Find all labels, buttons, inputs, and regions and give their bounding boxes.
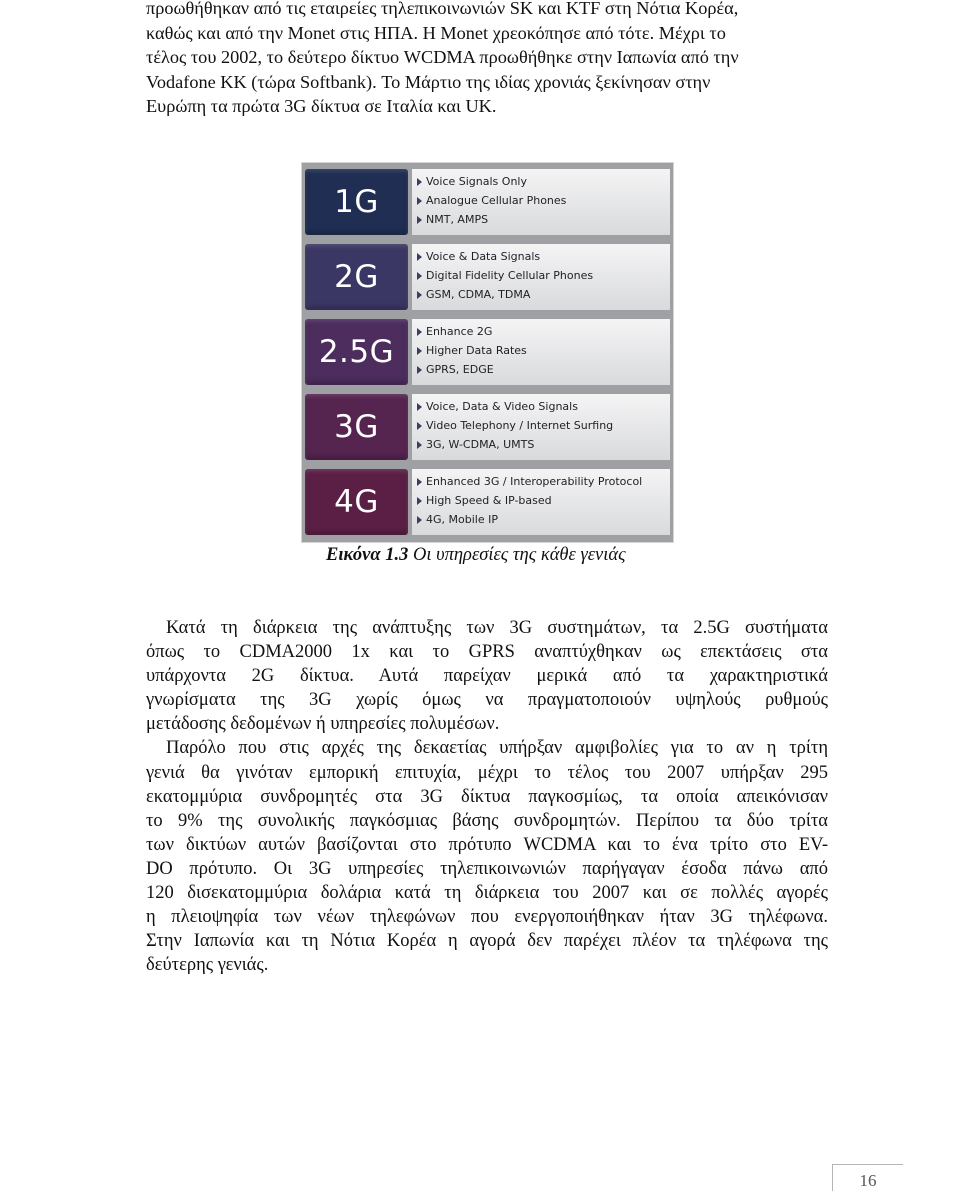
generation-features <box>412 244 670 310</box>
text-line: των δικτύων αυτών βασίζονται στο πρότυπο WCDMA και το ένα τρίτο στο EV- <box>146 834 828 855</box>
text-line: καθώς και από την Monet στις ΗΠΑ. Η Monet χρεοκόπησε από τότε. Μέχρι το <box>146 22 726 43</box>
caption-text: Οι υπηρεσίες της κάθε γενιάς <box>408 545 626 565</box>
text-line: τέλος του 2002, το δεύτερο δίκτυο WCDMA προωθήθηκε στην Ιαπωνία από την <box>146 47 739 67</box>
feature-item <box>412 267 670 284</box>
text-line: μετάδοσης δεδομένων ή υπηρεσίες πολυμέσων. <box>146 714 500 735</box>
paragraph <box>146 616 828 736</box>
generations-figure <box>302 163 673 542</box>
generation-badge: 1G <box>305 169 408 235</box>
feature-item <box>412 361 670 378</box>
feature-text: Enhanced 3G / Interoperability Protocol <box>426 475 643 488</box>
feature-item <box>412 398 670 415</box>
arrow-bullet-icon <box>417 178 422 186</box>
generation-row-2g <box>302 238 673 311</box>
feature-text: Voice, Data & Video Signals <box>426 400 578 413</box>
arrow-bullet-icon <box>417 478 422 486</box>
feature-text: Digital Fidelity Cellular Phones <box>426 269 594 282</box>
feature-item <box>412 436 670 453</box>
arrow-bullet-icon <box>417 366 422 374</box>
generation-features <box>412 469 670 535</box>
arrow-bullet-icon <box>417 216 422 224</box>
feature-item <box>412 511 670 528</box>
feature-item <box>412 286 670 303</box>
body-text <box>146 616 828 977</box>
generation-features <box>412 319 670 385</box>
text-line: Ευρώπη τα πρώτα 3G δίκτυα σε Ιταλία και UK. <box>146 96 497 116</box>
arrow-bullet-icon <box>417 272 422 280</box>
feature-item <box>412 492 670 509</box>
text-line: 120 δισεκατομμύρια δολάρια κατά τη διάρκεια του 2007 και σε πολλές αγορές <box>146 883 828 904</box>
generation-features <box>412 169 670 235</box>
text-line: Κατά τη διάρκεια της ανάπτυξης των 3G συστημάτων, τα 2.5G συστήματα <box>166 618 828 638</box>
feature-item <box>412 417 670 434</box>
figure-caption <box>326 545 626 566</box>
feature-text: Analogue Cellular Phones <box>426 194 567 207</box>
feature-text: Higher Data Rates <box>426 344 527 357</box>
intro-paragraph <box>146 0 836 119</box>
text-line: Vodafone KK (τώρα Softbank). Το Μάρτιο της ιδίας χρονιάς ξεκίνησαν στην <box>146 71 711 92</box>
generation-row-1g <box>302 163 673 236</box>
feature-text: High Speed & IP-based <box>426 494 552 507</box>
generation-row-2-5g <box>302 313 673 386</box>
feature-text: 3G, W-CDMA, UMTS <box>426 438 535 451</box>
text-line: δεύτερης γενιάς. <box>146 955 269 976</box>
feature-text: 4G, Mobile IP <box>426 513 498 526</box>
feature-item <box>412 192 670 209</box>
arrow-bullet-icon <box>417 422 422 430</box>
text-line: προωθήθηκαν από τις εταιρείες τηλεπικοινωνιών SK και KTF στη Νότια Κορέα, <box>146 0 739 18</box>
feature-text: GPRS, EDGE <box>426 363 494 376</box>
text-line: υπάρχοντα 2G δίκτυα. Αυτά παρείχαν μερικά από τα χαρακτηριστικά <box>146 666 828 687</box>
arrow-bullet-icon <box>417 497 422 505</box>
generation-features <box>412 394 670 460</box>
text-line: Στην Ιαπωνία και τη Νότια Κορέα η αγορά δεν παρέχει πλέον τα τηλέφωνα της <box>146 931 828 952</box>
arrow-bullet-icon <box>417 441 422 449</box>
page-number: 16 <box>832 1164 903 1191</box>
arrow-bullet-icon <box>417 403 422 411</box>
feature-text: GSM, CDMA, TDMA <box>426 288 531 301</box>
arrow-bullet-icon <box>417 253 422 261</box>
feature-item <box>412 211 670 228</box>
feature-item <box>412 342 670 359</box>
feature-text: Voice Signals Only <box>426 175 527 188</box>
feature-text: Voice & Data Signals <box>426 250 541 263</box>
feature-item <box>412 323 670 340</box>
text-line: Παρόλο που στις αρχές της δεκαετίας υπήρξαν αμφιβολίες για το αν η τρίτη <box>166 738 828 759</box>
text-line: η πλειοψηφία των νέων τηλεφώνων που ενεργοποιήθηκαν ήταν 3G τηλέφωνα. <box>146 907 828 928</box>
paragraph <box>146 736 828 977</box>
generation-badge: 4G <box>305 469 408 535</box>
text-line: DO πρότυπο. Οι 3G υπηρεσίες τηλεπικοινωνιών παρήγαγαν έσοδα πάνω από <box>146 858 828 879</box>
generation-badge: 2G <box>305 244 408 310</box>
text-line: το 9% της συνολικής παγκόσμιας βάσης συνδρομητών. Περίπου τα δύο τρίτα <box>146 810 828 831</box>
arrow-bullet-icon <box>417 291 422 299</box>
arrow-bullet-icon <box>417 516 422 524</box>
feature-item <box>412 248 670 265</box>
feature-item <box>412 473 670 490</box>
generation-row-3g <box>302 388 673 461</box>
arrow-bullet-icon <box>417 347 422 355</box>
feature-text: NMT, AMPS <box>426 213 489 226</box>
feature-item <box>412 173 670 190</box>
arrow-bullet-icon <box>417 197 422 205</box>
caption-label: Εικόνα 1.3 <box>326 545 409 565</box>
text-line: όπως το CDMA2000 1x και το GPRS αναπτύχθηκαν ως επεκτάσεις στα <box>146 642 828 663</box>
text-line: γνωρίσματα της 3G χωρίς όμως να πραγματοποιούν υψηλούς ρυθμούς <box>146 690 828 711</box>
arrow-bullet-icon <box>417 328 422 336</box>
feature-text: Video Telephony / Internet Surfing <box>426 419 614 432</box>
text-line: γενιά θα γινόταν εμπορική επιτυχία, μέχρι το τέλος του 2007 υπήρξαν 295 <box>146 762 828 783</box>
feature-text: Enhance 2G <box>426 325 493 338</box>
text-line: εκατομμύρια συνδρομητές στα 3G δίκτυα παγκοσμίως, τα οποία απεικόνισαν <box>146 786 828 807</box>
generation-badge: 2.5G <box>305 319 408 385</box>
generation-row-4g <box>302 463 673 536</box>
generation-badge: 3G <box>305 394 408 460</box>
